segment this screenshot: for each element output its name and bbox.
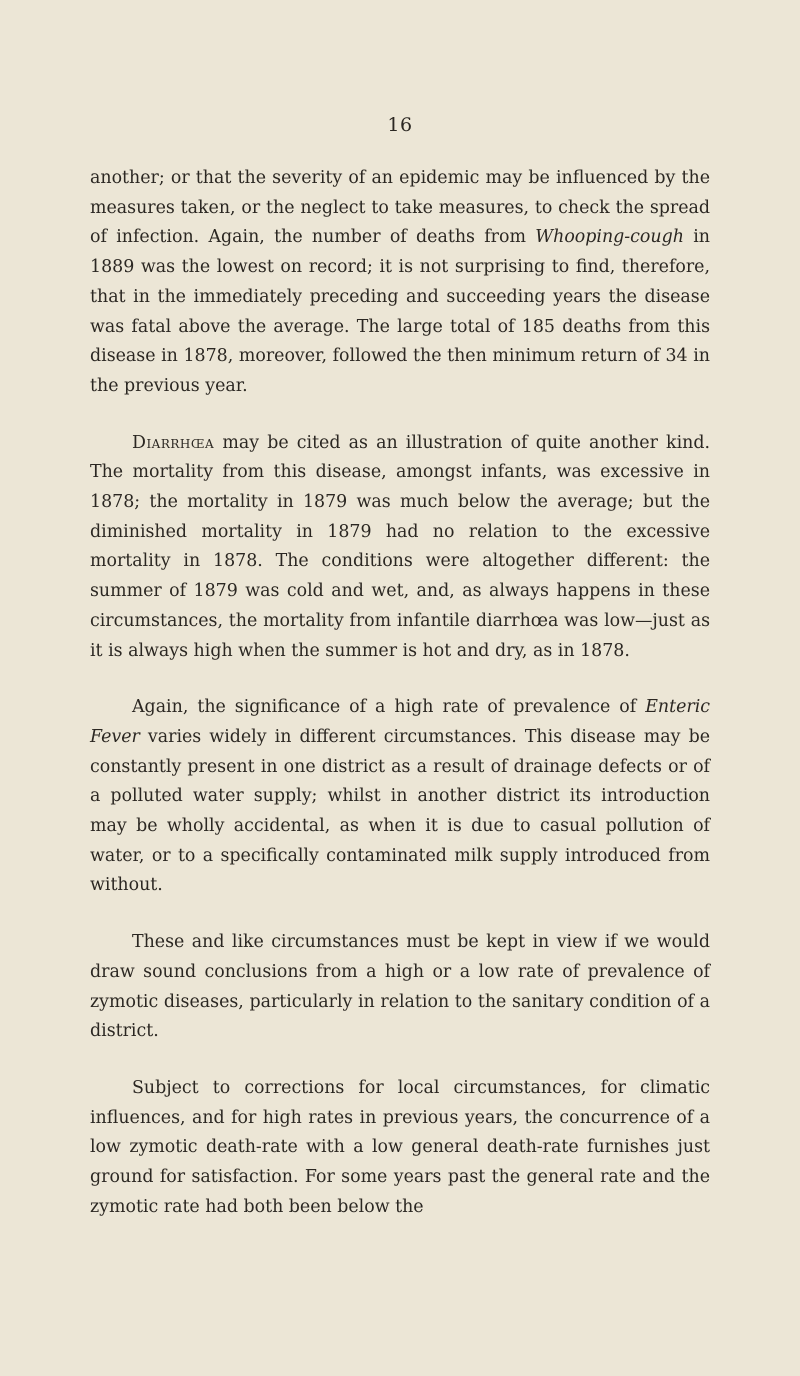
body-text (90, 164, 710, 1250)
paragraph-diarrhoea (90, 429, 710, 667)
paragraph-text: may be cited as an illustration of quite another kind. The mortality from this disease, amongst infants, was excessive in 1878; the mortality in 1879 was much below the average; but the diminished mortality in 1879 had no relation to the excessive mortality in 1878. The conditions were altogether different: the summer of 1879 was cold and wet, and, as always happens in these circumstances, the mortality from infantile diarrhœa was low—just as it is always high when the summer is hot and dry, as in 1878. (90, 432, 710, 661)
disease-name-smallcaps: Diarrhœa (132, 432, 215, 453)
paragraph-text: varies widely in different circumstances. This disease may be constantly present in one district as a result of drainage defects or of a polluted water supply; whilst in another district its introduction may be wholly accidental, as when it is due to casual pollution of water, or to a specifically contaminated milk supply introduced from without. (90, 726, 710, 896)
paragraph-text: Again, the significance of a high rate of prevalence of (132, 697, 646, 718)
disease-name-italic: Enteric Fever (90, 697, 710, 747)
paragraph-enteric-fever (90, 693, 710, 901)
paragraph-circumstances (90, 928, 710, 1047)
page-number: 16 (387, 114, 413, 136)
paragraph-text: another; or that the severity of an epidemic may be influenced by the measures taken, or the neglect to take measures, to check the spread of infection. Again, the number of deaths from (90, 168, 710, 248)
paragraph-text: in 1889 was the lowest on record; it is not surprising to find, therefore, that in the immediately preceding and succeeding years the disease was fatal above the average. The large total of 185 deaths from this disease in 1878, moreover, followed the then minimum return of 34 in the previous year. (90, 227, 710, 396)
paragraph-text: These and like circumstances must be kept in view if we would draw sound conclusions from a high or a low rate of prevalence of zymotic diseases, particularly in relation to the sanitary condition of a district. (90, 932, 710, 1042)
disease-name-italic: Whooping-cough (535, 227, 684, 248)
paragraph-death-rates (90, 1074, 710, 1223)
paragraph-text: Subject to corrections for local circumstances, for climatic influences, and for high rates in previous years, the concurrence of a low zymotic death-rate with a low general death-rate furnishes just ground for satisfaction. For some years past the general rate and the zymotic rate had both been below the (90, 1077, 710, 1217)
paragraph-whooping-cough (90, 164, 710, 402)
